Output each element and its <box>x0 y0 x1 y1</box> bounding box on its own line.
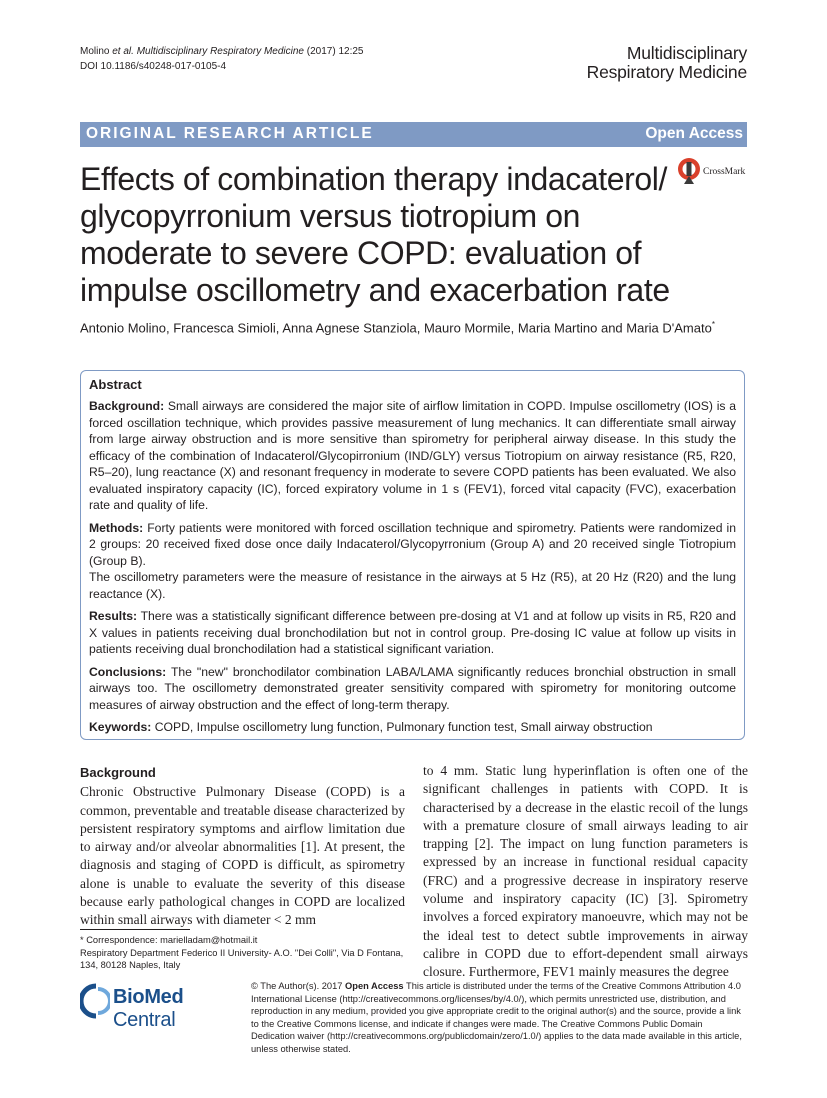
article-type: ORIGINAL RESEARCH ARTICLE <box>86 125 374 142</box>
abstract-conclusions: Conclusions: The "new" bronchodilator combination LABA/LAMA significantly reduces bronchial obstruction in small airways too. The oscillometry demonstrated greater sensitivity compared with spirometry for monitoring outcome measures of airway obstruction and the effect of long-term therapy. <box>89 664 736 712</box>
author-list: Antonio Molino, Francesca Simioli, Anna Agnese Stanziola, Mauro Mormile, Maria Martino and Maria D'Amato* <box>80 320 715 336</box>
article-title: Effects of combination therapy indacaterol/ glycopyrronium versus tiotropium on moderate to severe COPD: evaluation of impulse oscillometry and exacerbation rate <box>80 161 670 308</box>
publisher-name-bold: BioMed <box>113 986 184 1008</box>
body-column-right <box>423 762 748 982</box>
open-access-label: Open Access <box>645 125 743 142</box>
footnote-divider <box>80 929 190 930</box>
crossmark-icon <box>676 156 702 186</box>
running-header <box>80 44 364 74</box>
doi: DOI 10.1186/s40248-017-0105-4 <box>80 61 227 72</box>
citation: Molino et al. Multidisciplinary Respiratory Medicine (2017) 12:25 <box>80 46 364 57</box>
abstract-results: Results: There was a statistically significant difference between pre-dosing at V1 and at follow up visits in R5, R20 and X values in patients receiving dual bronchodilation but not in control group. Pre-dosing IC value at follow up visits in patients receiving dual bronchodilation had a statistical significant variation. <box>89 609 736 656</box>
footnote <box>80 934 405 972</box>
body-column-left <box>80 764 405 930</box>
publisher-name-light: Central <box>113 1009 176 1031</box>
license-statement: © The Author(s). 2017 Open Access This article is distributed under the terms of the Creative Commons Attribution 4.0 International License (http://creativecommons.org/licenses/by/4.0/), which permits unrestricted use, distribution, and reproduction in any medium, provided you give appropriate credit to the original author(s) and the source, provide a link to the Creative Commons license, and indicate if changes were made. The Creative Commons Public Domain Dedication waiver (http://creativecommons.org/publicdomain/zero/1.0/) applies to the data made available in this article, unless otherwise stated. <box>251 981 742 1054</box>
abstract-methods-cont: The oscillometry parameters were the measure of resistance in the airways at 5 Hz (R5), at 20 Hz (R20) and the lung reactance (X). <box>89 570 736 601</box>
body-paragraph-left: Chronic Obstructive Pulmonary Disease (COPD) is a common, preventable and treatable disease characterized by persistent respiratory symptoms and airflow limitation due to airway and/or alveolar abnormalities [1]. At present, the diagnosis and staging of COPD is difficult, as spirometry alone is unable to evaluate the severity of this disease because early pathological changes in COPD are localized within small airways with diameter < 2 mm <box>80 784 405 928</box>
journal-name: Multidisciplinary Respiratory Medicine <box>586 43 747 82</box>
abstract-heading: Abstract <box>89 377 142 392</box>
section-heading: Background <box>80 765 156 780</box>
crossmark-label: CrossMark <box>703 167 746 177</box>
abstract-methods: Methods: Forty patients were monitored with forced oscillation technique and spirometry. Patients were randomized in 2 groups: 20 received fixed dose once daily Indacaterol/Glycopyrronium (Group A) and 20 received single Tiotropium (Group B). <box>89 520 736 568</box>
biomed-central-logo-icon <box>80 983 110 1019</box>
abstract-background: Background: Small airways are considered the major site of airflow limitation in COPD. Impulse oscillometry (IOS) is a forced oscillation technique, which provides passive measurement of lung mechanics. It can differentiate small airway from large airway obstruction and is more sensitive than spirometry for peripheral airway disease. In this study the efficacy of the combination of Indacaterol/Glycopirronium (IND/GLY) versus Tiotropium on airway resistance (R5, R20, R5–20), lung reactance (X) and resonant frequency in moderate to severe COPD patients has been evaluated. We also evaluated inspiratory capacity (IC), forced expiratory volume in 1 s (FEV1), forced vital capacity (FVC), exacerbation rate and quality of life. <box>89 399 736 512</box>
publisher-logo <box>80 983 240 1031</box>
abstract-keywords: Keywords: COPD, Impulse oscillometry lung function, Pulmonary function test, Small airway obstruction <box>89 720 653 734</box>
affiliation: Respiratory Department Federico II University- A.O. "Dei Colli", Via D Fontana, 134, 80128 Naples, Italy <box>80 947 404 971</box>
article-type-banner <box>80 122 747 147</box>
body-paragraph-right: to 4 mm. Static lung hyperinflation is often one of the significant challenges in patients with COPD. It is characterised by a decrease in the elastic recoil of the lungs with a premature closure of small airways leading to air trapping [2]. The impact on lung function parameters is expressed by an increase in functional residual capacity (FRC) and a progressive decrease in inspiratory reserve volume and inspiratory capacity (IC) [3]. Spirometry involves a forced expiratory manoeuvre, which may not be the ideal test to detect subtle improvements in airway calibre in COPD due to effort-dependent small airways closure. Furthermore, FEV1 mainly measures the degree <box>423 763 748 980</box>
correspondence: * Correspondence: marielladam@hotmail.it <box>80 935 258 945</box>
crossmark-badge[interactable] <box>676 156 756 192</box>
abstract-box <box>80 370 745 740</box>
